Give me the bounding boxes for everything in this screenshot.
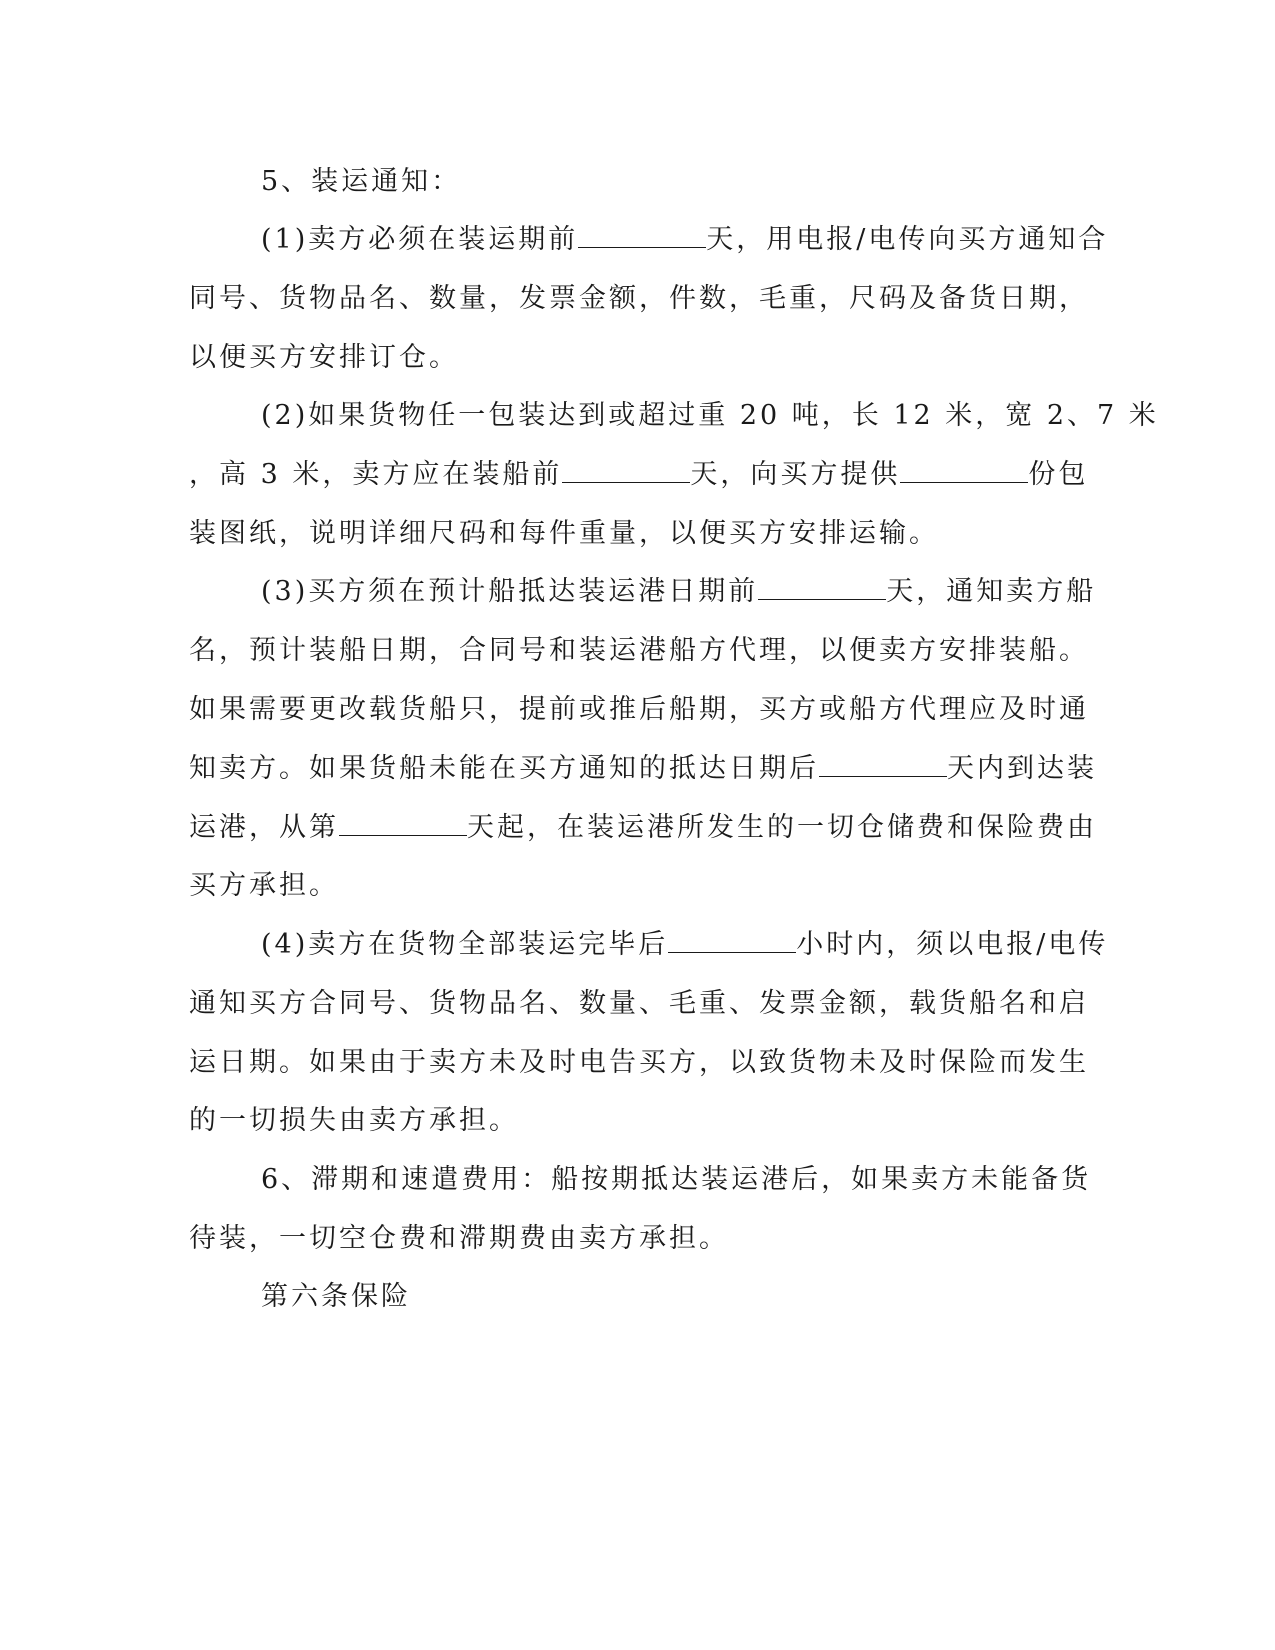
item-2-line-1: (2)如果货物任一包装达到或超过重 20 吨，长 12 米，宽 2、7 米 — [261, 400, 1159, 431]
fill-blank[interactable] — [758, 577, 886, 600]
item-4-line-2: 通知买方合同号、货物品名、数量、毛重、发票金额，载货船名和启 — [189, 988, 1089, 1019]
item-4-line-1: (4)卖方在货物全部装运完毕后 小时内，须以电报/电传 — [261, 929, 1109, 960]
section-5-heading: 5、装运通知： — [261, 166, 462, 197]
fill-blank[interactable] — [562, 460, 690, 483]
item-1-line-2: 同号、货物品名、数量，发票金额，件数，毛重，尺码及备货日期， — [189, 283, 1089, 314]
item-3-line-6: 买方承担。 — [189, 870, 339, 901]
item-1-line-1: (1)卖方必须在装运期前 天，用电报/电传向买方通知合 — [261, 224, 1109, 255]
item-3-line-4: 知卖方。如果货船未能在买方通知的抵达日期后 天内到达装 — [189, 753, 1097, 784]
item-3-line-3: 如果需要更改载货船只，提前或推后船期，买方或船方代理应及时通 — [189, 694, 1089, 725]
section-6-line-1: 6、滞期和速遣费用：船按期抵达装运港后，如果卖方未能备货 — [261, 1164, 1092, 1195]
section-6-line-2: 待装，一切空仓费和滞期费由卖方承担。 — [189, 1223, 729, 1254]
item-1-line-3: 以便买方安排订仓。 — [189, 342, 459, 373]
item-2-line-3: 装图纸，说明详细尺码和每件重量，以便买方安排运输。 — [189, 518, 939, 549]
article-6-title: 第六条保险 — [261, 1281, 411, 1312]
item-4-line-3: 运日期。如果由于卖方未及时电告买方，以致货物未及时保险而发生 — [189, 1047, 1089, 1078]
fill-blank[interactable] — [578, 225, 706, 248]
item-2-line-2: ，高 3 米，卖方应在装船前 天，向买方提供 份包 — [189, 459, 1089, 490]
fill-blank[interactable] — [339, 813, 467, 836]
item-4-line-4: 的一切损失由卖方承担。 — [189, 1105, 519, 1136]
fill-blank[interactable] — [819, 754, 947, 777]
fill-blank[interactable] — [900, 460, 1028, 483]
item-3-line-1: (3)买方须在预计船抵达装运港日期前 天，通知卖方船 — [261, 576, 1097, 607]
fill-blank[interactable] — [668, 930, 796, 953]
item-3-line-2: 名，预计装船日期，合同号和装运港船方代理，以便卖方安排装船。 — [189, 635, 1089, 666]
item-3-line-5: 运港，从第 天起，在装运港所发生的一切仓储费和保险费由 — [189, 812, 1097, 843]
